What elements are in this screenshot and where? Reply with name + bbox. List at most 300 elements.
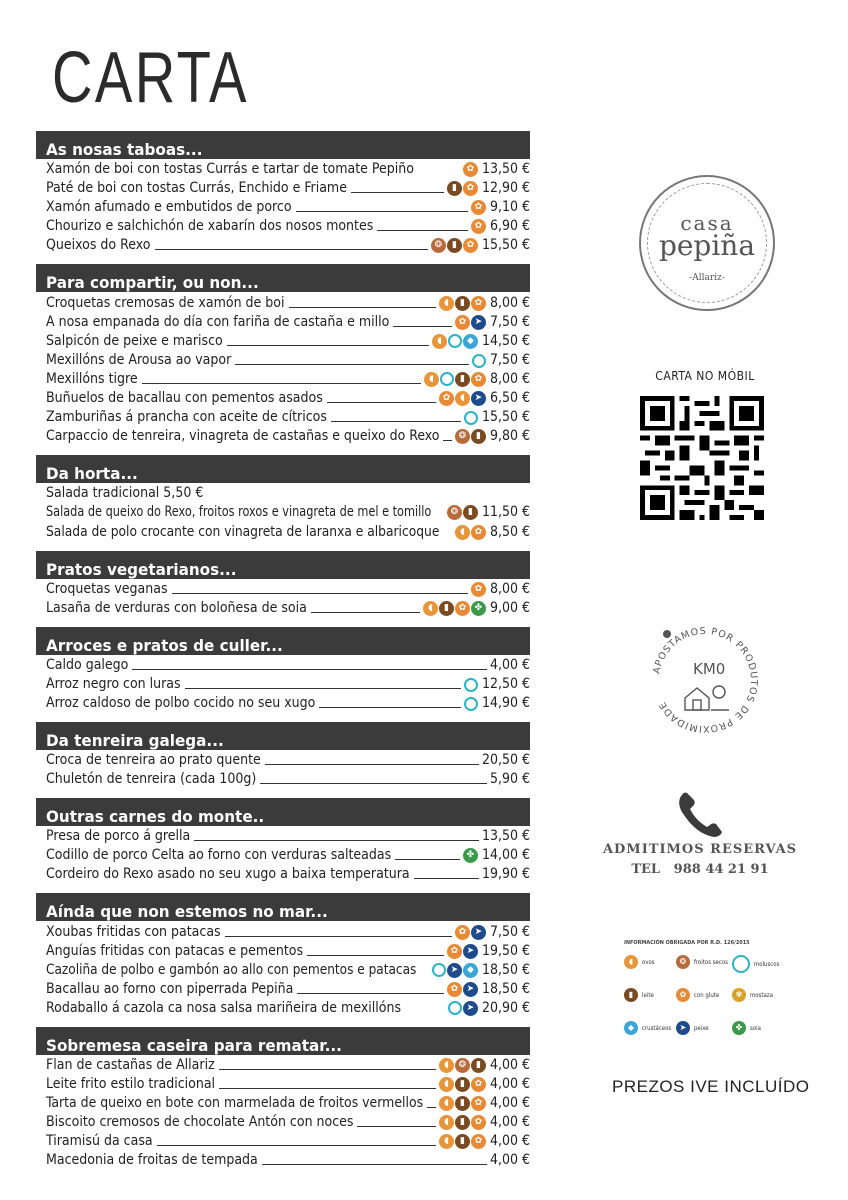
- mollusc-icon: [464, 411, 478, 425]
- menu-item: [36, 369, 530, 388]
- menu-item-price: 4,00 €: [489, 1076, 530, 1093]
- allergen-icons: [432, 334, 478, 349]
- km0-ring-text: APOSTAMOS POR PRODUTOS DE PROXIMIDADE: [651, 625, 760, 735]
- menu-item: [36, 845, 530, 864]
- menu-item: [36, 960, 530, 979]
- menu-item: [36, 864, 530, 883]
- menu-item: [36, 1131, 530, 1150]
- mollusc-icon: [448, 1001, 462, 1015]
- menu-item-price: 19,90 €: [481, 866, 530, 883]
- section-heading-text: Outras carnes do monte..: [46, 807, 265, 827]
- allergen-icons: [464, 411, 478, 425]
- menu-item-price: 11,50 €: [481, 504, 530, 521]
- menu-item: [36, 998, 530, 1017]
- menu-item-name: Caldo galego: [46, 656, 129, 673]
- mollusc-icon: [464, 697, 478, 711]
- legend-item-label: froitos secos: [694, 958, 728, 966]
- menu-item-price: 18,50 €: [481, 961, 530, 978]
- wheat-icon: ✿: [471, 1096, 486, 1111]
- menu-item-price: 14,00 €: [481, 847, 530, 864]
- menu-section: [36, 131, 530, 254]
- milk-icon: ▮: [455, 1134, 470, 1149]
- allergen-icons: [423, 601, 486, 616]
- nut-icon: ❂: [455, 1058, 470, 1073]
- menu-item-price: 7,50 €: [489, 923, 530, 940]
- menu-item: [36, 674, 530, 693]
- menu-item-name: Croquetas veganas: [46, 580, 168, 597]
- section-heading: [36, 131, 530, 159]
- menu-item-name: Cordeiro do Rexo asado no seu xugo a baixa temperatura: [46, 866, 410, 883]
- menu-section: [36, 1027, 530, 1170]
- leader-line: [395, 859, 460, 860]
- leader-line: [227, 345, 429, 346]
- allergen-icons: [464, 697, 478, 711]
- menu-item-price: 4,00 €: [489, 1095, 530, 1112]
- egg-icon: ◖: [439, 296, 454, 311]
- fish-icon: ➤: [463, 944, 478, 959]
- egg-icon: ◖: [439, 1058, 454, 1073]
- wheat-icon: ✿: [471, 1077, 486, 1092]
- leader-line: [307, 955, 444, 956]
- qr-label: CARTA NO MÓBIL: [655, 369, 755, 383]
- menu-item: [36, 769, 530, 788]
- menu-item-price: 7,50 €: [489, 351, 530, 368]
- menu-item-price: 9,00 €: [489, 599, 530, 616]
- menu-item-price: 20,50 €: [481, 752, 530, 769]
- section-heading-text: Da horta...: [46, 464, 138, 484]
- menu-item-price: 12,50 €: [481, 675, 530, 692]
- allergen-icons: [455, 429, 486, 444]
- menu-item-price: 9,80 €: [489, 428, 530, 445]
- allergen-icons: [455, 525, 486, 540]
- menu-item: [36, 941, 530, 960]
- menu-item-name: Arroz caldoso de polbo cocido no seu xugo: [46, 694, 316, 711]
- fish-icon: ➤: [471, 925, 486, 940]
- menu-item: [36, 1112, 530, 1131]
- allergen-icons: [439, 296, 486, 311]
- wheat-icon: ✿: [471, 1134, 486, 1149]
- menu-item-name: Salada tradicional 5,50 €: [46, 485, 204, 502]
- legend-item: [732, 955, 779, 973]
- menu-item: [36, 312, 530, 331]
- menu-item-price: 4,00 €: [489, 1152, 530, 1169]
- leader-line: [351, 192, 444, 193]
- allergen-icons: [448, 1001, 478, 1016]
- menu-item-name: Chuletón de tenreira (cada 100g): [46, 771, 257, 788]
- egg-icon: ◖: [439, 1077, 454, 1092]
- menu-item: [36, 178, 530, 197]
- allergen-icons: [439, 1115, 486, 1130]
- prices-note: PREZOS IVE INCLUÍDO: [612, 1077, 810, 1096]
- menu-item-price: 9,10 €: [489, 199, 530, 216]
- menu-item-price: 5,90 €: [489, 771, 530, 788]
- nut-icon: ❂: [676, 955, 690, 969]
- fish-icon: ➤: [471, 315, 486, 330]
- nut-icon: ❂: [455, 429, 470, 444]
- allergen-icons: [463, 162, 478, 177]
- menu-item: [36, 1093, 530, 1112]
- menu-item: [36, 1150, 530, 1169]
- menu-item: [36, 693, 530, 712]
- allergen-icons: [424, 372, 486, 387]
- leader-line: [311, 612, 420, 613]
- allergen-icons: [464, 678, 478, 692]
- menu-item-name: Rodaballo á cazola ca nosa salsa mariñeira de mexillóns: [46, 999, 402, 1016]
- menu-item-name: Tarta de queixo en bote con marmelada de froitos vermellos: [46, 1095, 424, 1112]
- egg-icon: ◖: [439, 1096, 454, 1111]
- allergen-icons: [471, 200, 486, 215]
- menu-item-name: Lasaña de verduras con boloñesa de soia: [46, 599, 307, 616]
- crustacean-icon: ◆: [463, 963, 478, 978]
- legend-item: [676, 988, 719, 1002]
- wheat-icon: ✿: [455, 315, 470, 330]
- wheat-icon: ✿: [463, 181, 478, 196]
- section-heading: [36, 798, 530, 826]
- menu-item-name: Paté de boi con tostas Currás, Enchido e Friame: [46, 180, 347, 197]
- menu-item: [36, 197, 530, 216]
- allergen-icons: [471, 582, 486, 597]
- menu-item: [36, 388, 530, 407]
- fish-icon: ➤: [676, 1021, 690, 1035]
- milk-icon: ▮: [463, 505, 478, 520]
- egg-icon: ◖: [424, 372, 439, 387]
- menu-item-price: 8,00 €: [489, 370, 530, 387]
- section-heading-text: Sobremesa caseira para rematar...: [46, 1035, 342, 1055]
- mollusc-icon: [472, 354, 486, 368]
- milk-icon: ▮: [471, 429, 486, 444]
- wheat-icon: ✿: [439, 391, 454, 406]
- menu-item-price: 14,90 €: [481, 694, 530, 711]
- allergen-icons: [447, 944, 478, 959]
- allergen-icons: [439, 391, 486, 406]
- leader-line: [219, 1069, 436, 1070]
- milk-icon: ▮: [455, 1077, 470, 1092]
- mollusc-icon: [464, 678, 478, 692]
- menu-item: [36, 159, 530, 178]
- menu-item: [36, 502, 530, 521]
- menu-item-name: Codillo de porco Celta ao forno con verduras salteadas: [46, 847, 392, 864]
- section-heading: [36, 627, 530, 655]
- mustard-icon: ✾: [732, 988, 746, 1002]
- milk-icon: ▮: [439, 601, 454, 616]
- leader-line: [327, 402, 436, 403]
- menu-item-name: Zamburiñas á prancha con aceite de cítricos: [46, 409, 327, 426]
- section-heading: [36, 551, 530, 579]
- menu-item-price: 20,90 €: [481, 999, 530, 1016]
- section-heading: [36, 264, 530, 292]
- menu-item: [36, 579, 530, 598]
- menu-item-name: Mexillóns de Arousa ao vapor: [46, 351, 232, 368]
- milk-icon: ▮: [455, 296, 470, 311]
- milk-icon: ▮: [455, 1096, 470, 1111]
- egg-icon: ◖: [455, 525, 470, 540]
- menu-item-name: A nosa empanada do día con fariña de castaña e millo: [46, 313, 390, 330]
- menu-item: [36, 407, 530, 426]
- mollusc-icon: [448, 334, 462, 348]
- leader-line: [219, 1088, 436, 1089]
- menu-item: [36, 350, 530, 369]
- menu-item: [36, 235, 530, 254]
- leader-line: [185, 688, 461, 689]
- leader-line: [155, 249, 428, 250]
- leader-line: [289, 307, 436, 308]
- allergen-icons: [439, 1096, 486, 1111]
- menu-section: [36, 627, 530, 712]
- menu-list: [36, 131, 530, 1179]
- leader-line: [443, 440, 452, 441]
- allergen-icons: [471, 219, 486, 234]
- section-heading: [36, 1027, 530, 1055]
- legend-item: [676, 955, 728, 969]
- mollusc-icon: [432, 963, 446, 977]
- menu-item-price: 4,00 €: [489, 656, 530, 673]
- logo-place-text: -Allariz-: [689, 273, 725, 283]
- wheat-icon: ✿: [447, 944, 462, 959]
- egg-icon: ◖: [455, 391, 470, 406]
- allergen-icons: [472, 354, 486, 368]
- crustacean-icon: ◆: [624, 1021, 638, 1035]
- section-heading: [36, 722, 530, 750]
- menu-item: [36, 979, 530, 998]
- legend-item-label: ovos: [642, 958, 655, 966]
- leader-line: [142, 383, 421, 384]
- allergen-icons: [447, 982, 478, 997]
- legend-item: [732, 988, 773, 1002]
- allergen-icons: [439, 1134, 486, 1149]
- tel-number[interactable]: 988 44 21 91: [673, 862, 769, 877]
- menu-section: [36, 264, 530, 445]
- menu-item: [36, 1074, 530, 1093]
- fish-icon: ➤: [463, 1001, 478, 1016]
- menu-item-name: Arroz negro con luras: [46, 675, 181, 692]
- menu-item-price: 15,50 €: [481, 409, 530, 426]
- menu-item-name: Croca de tenreira ao prato quente: [46, 752, 261, 769]
- section-heading: [36, 893, 530, 921]
- menu-item-price: 14,50 €: [481, 332, 530, 349]
- menu-item-name: Tiramisú da casa: [46, 1133, 153, 1150]
- leader-line: [172, 593, 468, 594]
- menu-item-name: Anguías fritidas con patacas e pementos: [46, 942, 304, 959]
- legend-item-label: peixe: [694, 1024, 709, 1032]
- menu-item-name: Flan de castañas de Allariz: [46, 1057, 215, 1073]
- wheat-icon: ✿: [455, 601, 470, 616]
- leader-line: [357, 1126, 435, 1127]
- menu-item: [36, 483, 530, 502]
- menu-item-name: Queixos do Rexo: [46, 237, 151, 254]
- menu-item-price: 15,50 €: [481, 237, 530, 254]
- egg-icon: ◖: [432, 334, 447, 349]
- mollusc-icon: [732, 955, 750, 973]
- leader-line: [296, 211, 468, 212]
- legend-item: [732, 1021, 761, 1035]
- egg-icon: ◖: [439, 1134, 454, 1149]
- section-heading-text: Aínda que non estemos no mar...: [46, 902, 328, 922]
- menu-item-name: Presa de porco á grella: [46, 828, 191, 845]
- milk-icon: ▮: [447, 238, 462, 253]
- egg-icon: ◖: [423, 601, 438, 616]
- menu-item: [36, 1055, 530, 1074]
- leader-line: [265, 764, 479, 765]
- restaurant-logo: [639, 175, 775, 311]
- milk-icon: ▮: [447, 181, 462, 196]
- legend-item-label: mostaza: [750, 991, 773, 999]
- menu-item-name: Salada de queixo do Rexo, froitos roxos e vinagreta de mel e tomillo: [46, 504, 432, 521]
- wheat-icon: ✿: [471, 525, 486, 540]
- menu-item: [36, 598, 530, 617]
- section-heading-text: As nosas taboas...: [46, 140, 203, 159]
- menu-item-price: 18,50 €: [481, 980, 530, 997]
- crustacean-icon: ◆: [463, 334, 478, 349]
- legend-item: [624, 1021, 671, 1035]
- menu-item-name: Mexillóns tigre: [46, 370, 138, 387]
- egg-icon: ◖: [624, 955, 638, 969]
- menu-item-name: Macedonia de froitas de tempada: [46, 1152, 258, 1169]
- leader-line: [235, 364, 469, 365]
- wheat-icon: ✿: [455, 925, 470, 940]
- fish-icon: ➤: [471, 391, 486, 406]
- allergen-icons: [439, 1077, 486, 1092]
- allergen-icons: [432, 963, 478, 978]
- section-heading-text: Da tenreira galega...: [46, 730, 224, 750]
- menu-item-price: 4,00 €: [489, 1133, 530, 1150]
- menu-item: [36, 921, 530, 940]
- leader-line: [427, 1107, 436, 1108]
- menu-item: [36, 750, 530, 769]
- leader-line: [414, 878, 479, 879]
- nut-icon: ❂: [431, 238, 446, 253]
- legend-item: [624, 955, 655, 969]
- menu-item-price: 8,00 €: [489, 294, 530, 311]
- legend-item-label: leite: [642, 991, 654, 999]
- menu-section: [36, 798, 530, 883]
- telephone[interactable]: [600, 862, 800, 877]
- menu-section: [36, 455, 530, 540]
- logo-casa-text: casa: [680, 211, 734, 235]
- menu-section: [36, 722, 530, 788]
- wheat-icon: ✿: [471, 200, 486, 215]
- egg-icon: ◖: [439, 1115, 454, 1130]
- soy-icon: ✤: [471, 601, 486, 616]
- menu-item: [36, 826, 530, 845]
- menu-item-name: Salada de polo crocante con vinagreta de laranxa e albaricoque: [46, 523, 440, 540]
- legend-item: [676, 1021, 709, 1035]
- menu-section: [36, 893, 530, 1016]
- allergen-icons: [455, 925, 486, 940]
- section-heading-text: Pratos vegetarianos...: [46, 559, 237, 579]
- menu-section: [36, 551, 530, 617]
- menu-item-name: Buñuelos de bacallau con pementos asados: [46, 390, 323, 407]
- menu-item-price: 4,00 €: [489, 1114, 530, 1131]
- menu-item-price: 12,90 €: [481, 180, 530, 197]
- mollusc-icon: [440, 372, 454, 386]
- wheat-icon: ✿: [447, 982, 462, 997]
- allergen-icons: [447, 181, 478, 196]
- wheat-icon: ✿: [471, 372, 486, 387]
- soy-icon: ✤: [463, 848, 478, 863]
- leader-line: [260, 783, 487, 784]
- km0-center-text: KM0: [693, 660, 726, 678]
- fish-icon: ➤: [463, 982, 478, 997]
- menu-item: [36, 292, 530, 311]
- milk-icon: ▮: [471, 1058, 486, 1073]
- menu-item-name: Croquetas cremosas de xamón de boi: [46, 294, 285, 311]
- tel-label: TEL: [631, 862, 661, 877]
- leader-line: [393, 326, 452, 327]
- soy-icon: ✤: [732, 1021, 746, 1035]
- allergen-icons: [439, 1058, 486, 1073]
- menu-item: [36, 426, 530, 445]
- reservations-label: ADMITIMOS RESERVAS: [602, 842, 798, 857]
- milk-icon: ▮: [455, 372, 470, 387]
- allergen-icons: [455, 315, 486, 330]
- menu-item-price: 13,50 €: [481, 828, 530, 845]
- menu-item-name: Xamón afumado e embutidos de porco: [46, 199, 292, 216]
- menu-item-name: Chourizo e salchichón de xabarín dos nosos montes: [46, 218, 374, 235]
- logo-pepina-text: pepiña: [658, 229, 756, 262]
- menu-item: [36, 331, 530, 350]
- menu-item-price: 19,50 €: [481, 942, 530, 959]
- leader-line: [157, 1145, 436, 1146]
- leader-line: [297, 993, 444, 994]
- wheat-icon: ✿: [471, 1115, 486, 1130]
- leader-line: [262, 1164, 487, 1165]
- qr-code-icon[interactable]: [640, 396, 764, 520]
- menu-item-price: 6,50 €: [489, 390, 530, 407]
- allergen-icons: [431, 238, 478, 253]
- wheat-icon: ✿: [463, 162, 478, 177]
- allergen-icons: [463, 848, 478, 863]
- leader-line: [132, 669, 487, 670]
- km0-badge: [643, 618, 767, 742]
- legend-item-label: moluscos: [754, 960, 780, 968]
- leader-line: [225, 936, 452, 937]
- wheat-icon: ✿: [471, 582, 486, 597]
- wheat-icon: ✿: [676, 988, 690, 1002]
- allergen-legend-title: INFORMACIÓN OBRIGADA POR R.D. 126/2015: [624, 940, 750, 946]
- wheat-icon: ✿: [471, 219, 486, 234]
- menu-item-name: Leite frito estilo tradicional: [46, 1076, 216, 1093]
- menu-item-name: Xamón de boi con tostas Currás e tartar de tomate Pepiño: [46, 161, 414, 178]
- menu-item: [36, 216, 530, 235]
- leader-line: [194, 840, 479, 841]
- leader-line: [331, 421, 461, 422]
- menu-item-price: 6,90 €: [489, 218, 530, 235]
- section-heading-text: Para compartir, ou non...: [46, 273, 259, 293]
- page-title: CARTA: [52, 38, 249, 118]
- milk-icon: ▮: [455, 1115, 470, 1130]
- leader-line: [319, 707, 461, 708]
- menu-item-name: Carpaccio de tenreira, vinagreta de castañas e queixo do Rexo: [46, 428, 440, 445]
- phone-icon[interactable]: [674, 789, 726, 841]
- legend-item-label: soia: [750, 1024, 761, 1032]
- fish-icon: ➤: [447, 963, 462, 978]
- allergen-icons: [447, 505, 478, 520]
- menu-item-price: 8,00 €: [489, 580, 530, 597]
- menu-item-price: 4,00 €: [489, 1057, 530, 1073]
- wheat-icon: ✿: [463, 238, 478, 253]
- menu-item: [36, 521, 530, 540]
- svg-text:APOSTAMOS POR PRODUTOS DE PROX: [651, 626, 759, 734]
- menu-item-price: 8,50 €: [489, 523, 530, 540]
- section-heading-text: Arroces e pratos de culler...: [46, 635, 283, 655]
- milk-icon: ▮: [624, 988, 638, 1002]
- menu-item-name: Bacallau ao forno con piperrada Pepiña: [46, 980, 294, 997]
- menu-item-name: Salpicón de peixe e marisco: [46, 332, 223, 349]
- menu-item-price: 7,50 €: [489, 313, 530, 330]
- leader-line: [377, 230, 468, 231]
- menu-item-price: 13,50 €: [481, 161, 530, 178]
- legend-item-label: con glute: [694, 991, 720, 999]
